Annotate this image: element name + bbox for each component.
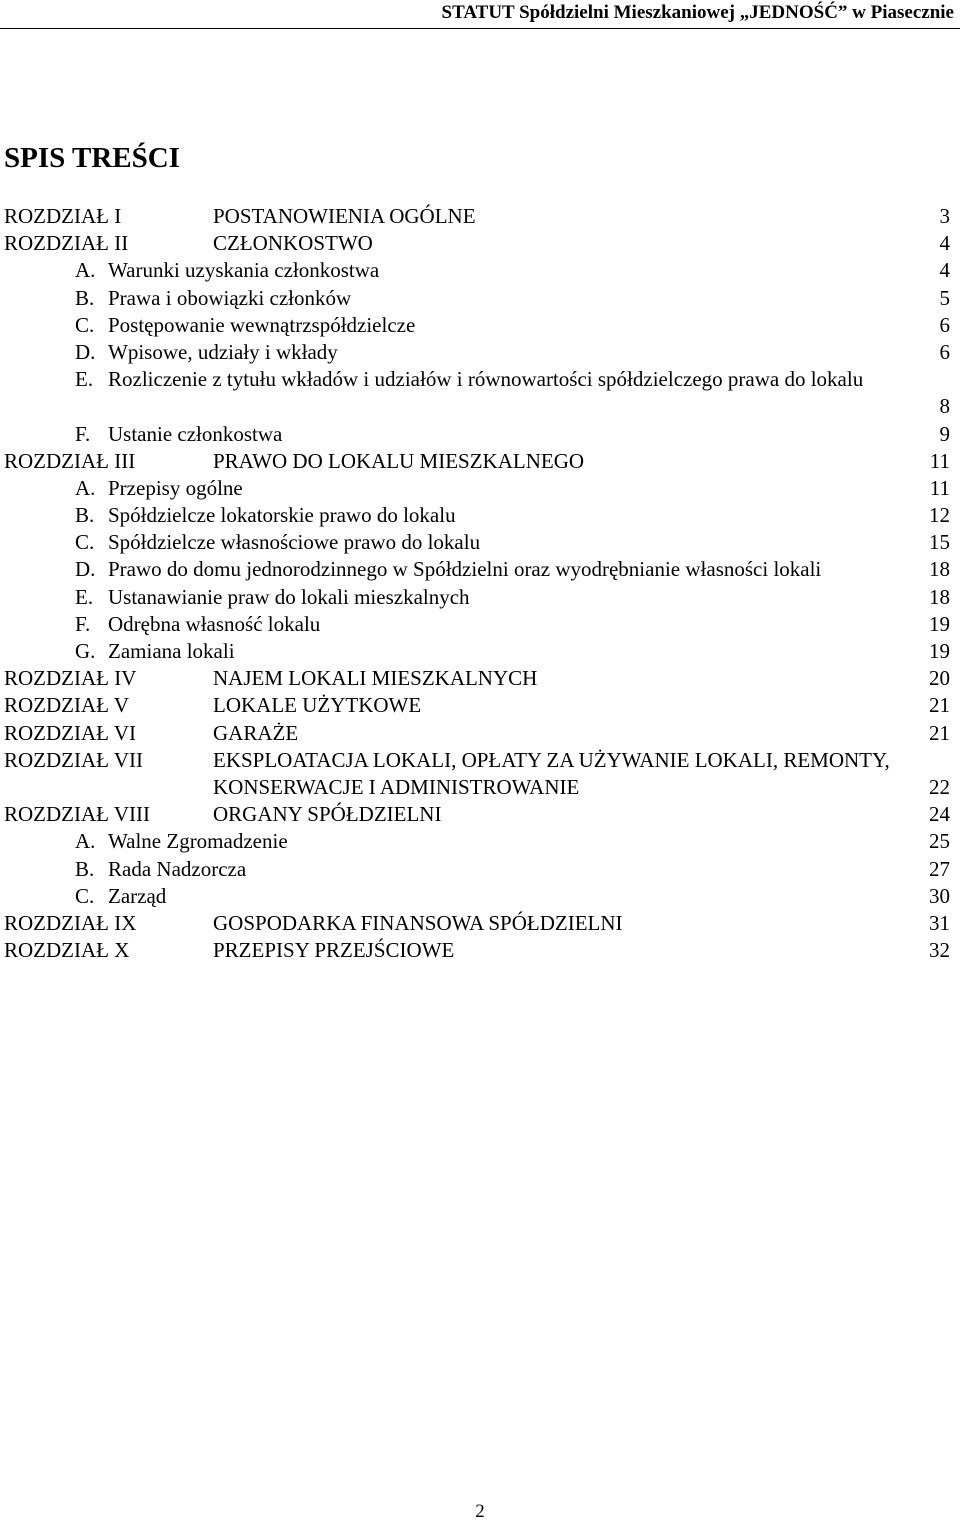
toc-page-number: 21 bbox=[929, 693, 950, 718]
toc-page-number: 15 bbox=[929, 530, 950, 555]
toc-section-row bbox=[0, 883, 960, 910]
toc-page-number: 24 bbox=[929, 802, 950, 827]
page-title: SPIS TREŚCI bbox=[4, 142, 180, 174]
chapter-title: LOKALE UŻYTKOWE bbox=[213, 693, 422, 718]
section-title: Ustanie członkostwa bbox=[108, 421, 283, 446]
toc-section-row bbox=[0, 502, 960, 529]
toc-section-row bbox=[0, 366, 960, 420]
section-title: Prawa i obowiązki członków bbox=[108, 285, 352, 310]
section-title: Rozliczenie z tytułu wkładów i udziałów i równowartości spółdzielczego prawa do lokalu bbox=[108, 367, 864, 392]
toc-page-number: 12 bbox=[929, 503, 950, 528]
toc-chapter-row bbox=[0, 910, 960, 937]
toc-chapter-row bbox=[0, 937, 960, 964]
section-letter: A. bbox=[75, 258, 96, 283]
section-letter: C. bbox=[75, 530, 95, 555]
toc-section-row bbox=[0, 475, 960, 502]
section-letter: B. bbox=[75, 856, 95, 881]
toc-page-number: 9 bbox=[939, 421, 950, 446]
chapter-label: ROZDZIAŁ VII bbox=[4, 747, 144, 772]
chapter-title: PRZEPISY PRZEJŚCIOWE bbox=[213, 938, 455, 963]
section-letter: G. bbox=[75, 639, 96, 664]
section-title: Warunki uzyskania członkostwa bbox=[108, 258, 380, 283]
toc-section-row bbox=[0, 285, 960, 312]
toc-section-row bbox=[0, 611, 960, 638]
table-of-contents bbox=[0, 203, 960, 964]
toc-section-row bbox=[0, 257, 960, 284]
toc-page-number: 6 bbox=[939, 339, 950, 364]
toc-page-number: 6 bbox=[939, 312, 950, 337]
chapter-title: ORGANY SPÓŁDZIELNI bbox=[213, 802, 442, 827]
toc-page-number: 20 bbox=[929, 666, 950, 691]
page-number: 2 bbox=[475, 1501, 485, 1522]
chapter-label: ROZDZIAŁ III bbox=[4, 448, 136, 473]
toc-page-number: 4 bbox=[939, 231, 950, 256]
toc-page-number: 8 bbox=[939, 394, 950, 419]
toc-page-number: 25 bbox=[929, 829, 950, 854]
chapter-label: ROZDZIAŁ VI bbox=[4, 720, 137, 745]
chapter-title: EKSPLOATACJA LOKALI, OPŁATY ZA UŻYWANIE LOKALI, REMONTY, KONSERWACJE I ADMINISTROWANIE bbox=[213, 747, 890, 799]
toc-page-number: 21 bbox=[929, 720, 950, 745]
section-title: Zamiana lokali bbox=[108, 639, 235, 664]
section-title: Postępowanie wewnątrzspółdzielcze bbox=[108, 312, 416, 337]
toc-section-row bbox=[0, 638, 960, 665]
toc-page-number: 19 bbox=[929, 639, 950, 663]
chapter-title: GARAŻE bbox=[213, 720, 299, 745]
toc-page-number: 22 bbox=[929, 774, 950, 799]
chapter-title: PRAWO DO LOKALU MIESZKALNEGO bbox=[213, 448, 585, 473]
section-letter: D. bbox=[75, 557, 96, 582]
chapter-label: ROZDZIAŁ IV bbox=[4, 666, 137, 691]
header-divider bbox=[0, 28, 960, 29]
section-title: Spółdzielcze własnościowe prawo do lokalu bbox=[108, 530, 481, 555]
section-letter: D. bbox=[75, 339, 96, 364]
chapter-label: ROZDZIAŁ V bbox=[4, 693, 130, 718]
section-letter: E. bbox=[75, 367, 94, 392]
toc-section-row bbox=[0, 556, 960, 583]
section-letter: A. bbox=[75, 829, 96, 854]
toc-chapter-row bbox=[0, 203, 960, 230]
toc-section-row bbox=[0, 584, 960, 611]
toc-section-row bbox=[0, 312, 960, 339]
toc-chapter-row bbox=[0, 448, 960, 475]
chapter-label: ROZDZIAŁ II bbox=[4, 231, 129, 256]
toc-page-number: 27 bbox=[929, 856, 950, 881]
chapter-title: GOSPODARKA FINANSOWA SPÓŁDZIELNI bbox=[213, 910, 623, 935]
chapter-title: POSTANOWIENIA OGÓLNE bbox=[213, 204, 476, 228]
chapter-label: ROZDZIAŁ X bbox=[4, 938, 130, 963]
toc-page-number: 11 bbox=[929, 448, 950, 473]
toc-section-row bbox=[0, 856, 960, 883]
section-title: Walne Zgromadzenie bbox=[108, 829, 288, 854]
toc-page-number: 32 bbox=[929, 938, 950, 963]
section-title: Rada Nadzorcza bbox=[108, 856, 247, 881]
toc-chapter-row bbox=[0, 747, 960, 801]
section-letter: C. bbox=[75, 883, 95, 908]
section-letter: B. bbox=[75, 503, 95, 528]
running-header: STATUT Spółdzielni Mieszkaniowej „JEDNOŚĆ” w Piasecznie bbox=[441, 2, 954, 23]
toc-page-number: 18 bbox=[929, 557, 950, 582]
section-title: Ustanawianie praw do lokali mieszkalnych bbox=[108, 584, 470, 609]
section-letter: F. bbox=[75, 421, 91, 446]
section-title: Wpisowe, udziały i wkłady bbox=[108, 339, 338, 364]
toc-chapter-row bbox=[0, 665, 960, 692]
toc-page-number: 18 bbox=[929, 584, 950, 609]
toc-page-number: 3 bbox=[939, 203, 950, 228]
toc-chapter-row bbox=[0, 230, 960, 257]
toc-page-number: 30 bbox=[929, 883, 950, 908]
section-title: Zarząd bbox=[108, 883, 167, 908]
section-letter: B. bbox=[75, 285, 95, 310]
toc-page-number: 31 bbox=[929, 910, 950, 935]
section-letter: C. bbox=[75, 312, 95, 337]
toc-section-row bbox=[0, 529, 960, 556]
chapter-label: ROZDZIAŁ I bbox=[4, 204, 122, 228]
section-title: Prawo do domu jednorodzinnego w Spółdzielni oraz wyodrębnianie własności lokali bbox=[108, 557, 822, 582]
section-letter: E. bbox=[75, 584, 94, 609]
toc-chapter-row bbox=[0, 720, 960, 747]
toc-section-row bbox=[0, 421, 960, 448]
toc-chapter-row bbox=[0, 692, 960, 719]
chapter-label: ROZDZIAŁ VIII bbox=[4, 802, 150, 827]
toc-page-number: 4 bbox=[939, 258, 950, 283]
section-title: Przepisy ogólne bbox=[108, 475, 243, 500]
chapter-title: NAJEM LOKALI MIESZKALNYCH bbox=[213, 666, 538, 691]
section-title: Odrębna własność lokalu bbox=[108, 611, 321, 636]
toc-section-row bbox=[0, 339, 960, 366]
toc-chapter-row bbox=[0, 801, 960, 828]
section-letter: F. bbox=[75, 611, 91, 636]
toc-page-number: 5 bbox=[939, 285, 950, 310]
chapter-title: CZŁONKOSTWO bbox=[213, 231, 373, 256]
toc-page-number: 19 bbox=[929, 611, 950, 636]
chapter-label: ROZDZIAŁ IX bbox=[4, 910, 137, 935]
toc-page-number: 11 bbox=[929, 475, 950, 500]
section-letter: A. bbox=[75, 475, 96, 500]
toc-section-row bbox=[0, 828, 960, 855]
section-title: Spółdzielcze lokatorskie prawo do lokalu bbox=[108, 503, 456, 528]
